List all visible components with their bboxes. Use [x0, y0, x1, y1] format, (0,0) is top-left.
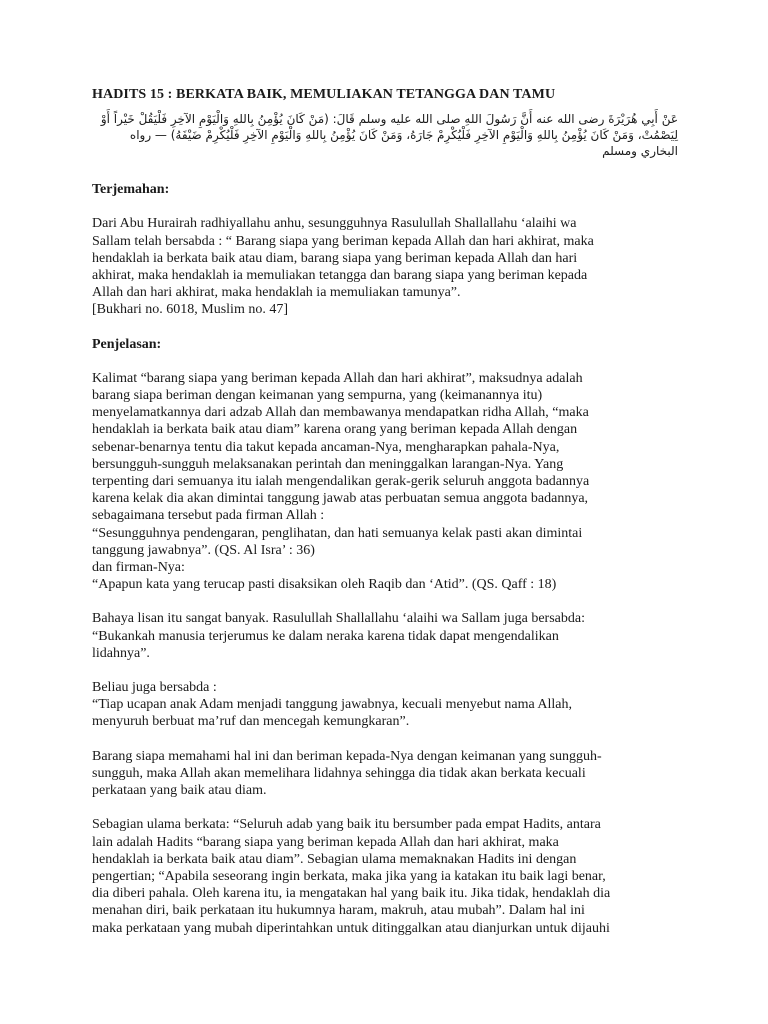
- text-line: Bahaya lisan itu sangat banyak. Rasulullah Shallallahu ‘alaihi wa Sallam juga bersabda:: [92, 611, 585, 627]
- text-line: Dari Abu Hurairah radhiyallahu anhu, sesungguhnya Rasulullah Shallallahu ‘alaihi wa: [92, 216, 577, 232]
- text-line: Barang siapa memahami hal ini dan beriman kepada-Nya dengan keimanan yang sungguh-: [92, 748, 602, 764]
- arabic-line: لِيَصْمُتْ، وَمَنْ كَانَ يُؤْمِنُ بِاللهِ وَالْيَوْمِ الآخِرِ فَلْيُكْرِمْ جَارَهُ، وَمَنْ كَانَ يُؤْمِنُ بِاللهِ وَالْيَوْمِ الآخِرِ فَلْيُكْرِمْ ضَيْفَهُ) — رواه: [129, 128, 678, 143]
- text-line: “Sesungguhnya pendengaran, penglihatan, dan hati semuanya kelak pasti akan dimintai: [92, 525, 583, 541]
- text-line: karena kelak dia akan dimintai tanggung jawab atas perbuatan semua anggota badannya,: [92, 491, 589, 507]
- text-line: lidahnya”.: [92, 645, 150, 661]
- text-line: “Bukankah manusia terjerumus ke dalam neraka karena tidak dapat mengendalikan: [92, 628, 559, 644]
- text-line: barang siapa beriman dengan keimanan yang sempurna, yang (keimanannya itu): [92, 388, 543, 404]
- arabic-hadith-text: [92, 111, 678, 159]
- penjelasan-paragraph-5: [92, 816, 678, 936]
- text-line: dia diberi pahala. Oleh karena itu, ia mengatakan hal yang baik itu. Jika tidak, hendaklah dia: [92, 886, 611, 902]
- text-line: Sebagian ulama berkata: “Seluruh adab yang baik itu bersumber pada empat Hadits, antara: [92, 817, 601, 833]
- text-line: menahan diri, baik perkataan itu hukumnya haram, makruh, atau mubah”. Dalam hal ini: [92, 903, 585, 919]
- arabic-line: عَنْ أَبِي هُرَيْرَةَ رضى الله عنه أَنَّ رَسُولَ اللهِ صلى الله عليه وسلم قَالَ: (مَنْ كَانَ يُؤْمِنُ بِاللهِ وَالْيَوْمِ الآخِرِ فَلْيَقُلْ خَيْراً أَوْ: [100, 112, 678, 127]
- text-line: Beliau juga bersabda :: [92, 680, 217, 696]
- text-line: menyuruh berbuat ma’ruf dan mencegah kemungkaran”.: [92, 714, 410, 730]
- text-line: menyelamatkannya dari adzab Allah dan membawanya mendapatkan ridha Allah, “maka: [92, 405, 589, 421]
- terjemahan-heading: Terjemahan:: [92, 182, 170, 198]
- text-line: perkataan yang baik atau diam.: [92, 783, 267, 799]
- text-line: akhirat, maka hendaklah ia memuliakan tetangga dan barang siapa yang beriman kepada: [92, 268, 588, 284]
- penjelasan-heading: Penjelasan:: [92, 336, 162, 352]
- text-line: bersungguh-sungguh melaksanakan perintah dan meninggalkan larangan-Nya. Yang: [92, 456, 564, 472]
- penjelasan-paragraph-2: [92, 610, 678, 662]
- text-line: hendaklah ia berkata baik atau diam” karena orang yang beriman kepada Allah dengan: [92, 422, 578, 438]
- text-line: sebagaimana tersebut pada firman Allah :: [92, 508, 325, 524]
- text-line: sungguh, maka Allah akan memelihara lidahnya sehingga dia tidak akan berkata kecuali: [92, 765, 586, 781]
- text-line: “Apapun kata yang terucap pasti disaksikan oleh Raqib dan ‘Atid”. (QS. Qaff : 18): [92, 577, 557, 593]
- text-line: “Tiap ucapan anak Adam menjadi tanggung jawabnya, kecuali menyebut nama Allah,: [92, 697, 573, 713]
- text-line: Allah dan hari akhirat, maka hendaklah ia memuliakan tamunya”.: [92, 285, 461, 301]
- text-line: sebenar-benarnya tentu dia takut kepada ancaman-Nya, mengharapkan pahala-Nya,: [92, 439, 560, 455]
- text-line: pengertian; “Apabila seseorang ingin berkata, maka jika yang ia katakan itu baik lagi benar,: [92, 868, 606, 884]
- document-title: HADITS 15 : BERKATA BAIK, MEMULIAKAN TETANGGA DAN TAMU: [92, 87, 556, 102]
- text-line: lain adalah Hadits “barang siapa yang beriman kepada Allah dan hari akhirat, maka: [92, 834, 559, 850]
- text-line: Kalimat “barang siapa yang beriman kepada Allah dan hari akhirat”, maksudnya adalah: [92, 370, 583, 386]
- text-line: Sallam telah bersabda : “ Barang siapa yang beriman kepada Allah dan hari akhirat, maka: [92, 233, 594, 249]
- text-line: hendaklah ia berkata baik atau diam”. Sebagian ulama memaknakan Hadits ini dengan: [92, 851, 577, 867]
- document-page: [92, 86, 678, 954]
- penjelasan-paragraph-3: [92, 679, 678, 731]
- text-line: tanggung jawabnya”. (QS. Al Isra’ : 36): [92, 542, 315, 558]
- text-line: dan firman-Nya:: [92, 560, 185, 576]
- text-line: hendaklah ia berkata baik atau diam, barang siapa yang beriman kepada Allah dan hari: [92, 250, 578, 266]
- text-line: maka perkataan yang mubah diperintahkan untuk ditinggalkan atau dianjurkan untuk dijauhi: [92, 920, 610, 936]
- arabic-line: البخاري ومسلم: [602, 144, 678, 159]
- citation-line: [Bukhari no. 6018, Muslim no. 47]: [92, 302, 288, 318]
- penjelasan-paragraph-1: [92, 370, 678, 594]
- text-line: terpenting dari semuanya itu ialah mengendalikan gerak-gerik seluruh anggota badannya: [92, 474, 590, 490]
- terjemahan-paragraph: [92, 215, 678, 318]
- penjelasan-paragraph-4: [92, 748, 678, 800]
